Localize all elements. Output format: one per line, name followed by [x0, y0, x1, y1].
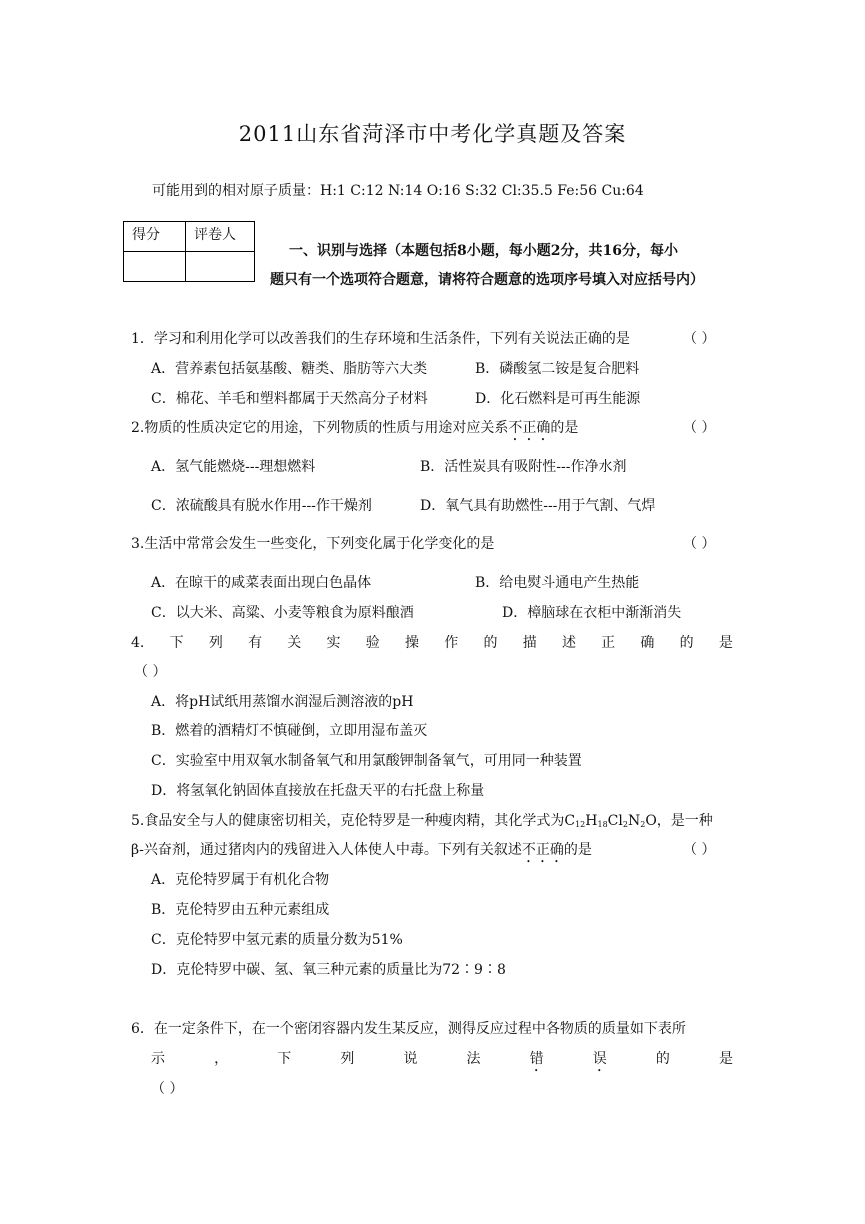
q3-answer-paren[interactable]: （ ）: [683, 536, 716, 552]
q4-option-a: A．将pH试纸用蒸馏水润湿后测溶液的pH: [151, 694, 414, 710]
q2-option-c: C．浓硫酸具有脱水作用---作干燥剂: [151, 498, 372, 514]
q6-stem-char: ，: [214, 1051, 229, 1067]
q4-stem-char: 有: [248, 635, 263, 651]
q4-option-d: D．将氢氧化钠固体直接放在托盘天平的右托盘上称量: [151, 783, 485, 799]
section1-heading-line1: 一、识别与选择（本题包括8小题，每小题2分，共16分，每小: [289, 243, 678, 259]
q5-stem-line2-post: 的是: [563, 842, 592, 858]
q4-stem-char: 实: [326, 635, 341, 651]
q4-stem-char: 的: [679, 635, 694, 651]
q6-stem-char: 示: [151, 1051, 165, 1067]
q6-stem-char: 下: [277, 1051, 292, 1067]
q4-answer-paren[interactable]: （ ）: [134, 664, 167, 680]
q6-stem-line1: 6．在一定条件下，在一个密闭容器内发生某反应，测得反应过程中各物质的质量如下表所: [131, 1021, 686, 1037]
q1-option-a: A．营养素包括氨基酸、糖类、脂肪等六大类: [151, 361, 428, 377]
grader-header: 评卷人: [186, 222, 255, 252]
q4-stem: [131, 633, 733, 653]
q4-option-c: C．实验室中用双氧水制备氧气和用氯酸钾制备氧气，可用同一种装置: [151, 753, 582, 769]
q4-option-b: B．燃着的酒精灯不慎碰倒，立即用湿布盖灭: [151, 723, 428, 739]
atomic-masses-note: 可能用到的相对原子质量：H:1 C:12 N:14 O:16 S:32 Cl:35.5 Fe:56 Cu:64: [152, 183, 644, 199]
q2-option-a: A．氢气能燃烧---理想燃料: [151, 459, 316, 475]
q5-option-c: C．克伦特罗中氢元素的质量分数为51%: [151, 932, 403, 948]
q2-option-d: D．氧气具有助燃性---用于气割、气焊: [420, 498, 656, 514]
q3-option-d: D．樟脑球在衣柜中渐渐消失: [502, 605, 682, 621]
q1-answer-paren[interactable]: （ ）: [683, 331, 716, 347]
q6-stem-char: 是: [718, 1051, 733, 1067]
formula-element: O: [645, 813, 657, 829]
q6-stem-char: 说: [403, 1051, 418, 1067]
q4-stem-char: 4.: [131, 635, 145, 651]
q4-stem-char: 作: [444, 635, 459, 651]
q5-stem-post: ，是一种: [656, 813, 713, 829]
q4-stem-char: 验: [365, 635, 380, 651]
q5-stem-line1: [131, 811, 713, 835]
q1-option-c: C．棉花、羊毛和塑料都属于天然高分子材料: [151, 391, 428, 407]
score-header: 得分: [124, 222, 186, 252]
q4-stem-char: 确: [640, 635, 655, 651]
q1-option-b: B．磷酸氢二铵是复合肥料: [475, 361, 640, 377]
q4-stem-char: 列: [208, 635, 223, 651]
q4-stem-char: 正: [601, 635, 616, 651]
q3-option-b: B．给电熨斗通电产生热能: [475, 575, 640, 591]
q5-stem-line2-pre: β-兴奋剂，通过猪肉内的残留进入人体使人中毒。下列有关叙述: [131, 842, 522, 858]
q3-stem: 3.生活中常常会发生一些变化，下列变化属于化学变化的是: [131, 536, 495, 552]
q4-stem-char: 下: [169, 635, 184, 651]
score-table: [123, 221, 255, 282]
q4-stem-char: 描: [522, 635, 537, 651]
q6-stem-char-emphasis: 误: [592, 1051, 607, 1067]
q4-stem-char: 的: [483, 635, 498, 651]
formula-subscript: 12: [575, 820, 586, 829]
formula-element: H: [585, 813, 598, 829]
formula-element: N: [627, 813, 641, 829]
formula-subscript: 2: [640, 820, 646, 829]
formula-element: Cl: [607, 813, 623, 829]
formula-subscript: 2: [622, 820, 628, 829]
q6-stem-line2: [151, 1049, 733, 1075]
q4-stem-char: 关: [287, 635, 302, 651]
q2-stem-pre: 2.物质的性质决定它的用途，下列物质的性质与用途对应关系: [131, 420, 509, 436]
q2-stem: [131, 418, 578, 444]
q6-stem-char: 法: [466, 1051, 481, 1067]
score-cell[interactable]: [124, 252, 186, 282]
page-title: 2011山东省菏泽市中考化学真题及答案: [238, 122, 627, 146]
q1-stem: 1．学习和利用化学可以改善我们的生存环境和生活条件，下列有关说法正确的是: [131, 331, 630, 347]
q5-stem-line2: [131, 840, 592, 866]
q6-stem-char: 列: [340, 1051, 355, 1067]
q6-answer-paren[interactable]: （ ）: [151, 1081, 184, 1097]
q6-stem-char: 的: [655, 1051, 670, 1067]
q2-option-b: B．活性炭具有吸附性---作净水剂: [420, 459, 627, 475]
q5-answer-paren[interactable]: （ ）: [683, 842, 716, 858]
q5-option-b: B．克伦特罗由五种元素组成: [151, 902, 330, 918]
q2-stem-post: 的是: [550, 420, 579, 436]
q5-stem-pre: 5.食品安全与人的健康密切相关，克伦特罗是一种瘦肉精，其化学式为C: [131, 813, 576, 829]
q2-answer-paren[interactable]: （ ）: [683, 420, 716, 436]
q6-stem-char-emphasis: 错: [529, 1051, 544, 1067]
q4-stem-char: 操: [405, 635, 419, 651]
section1-heading-line2: 题只有一个选项符合题意，请将符合题意的选项序号填入对应括号内）: [270, 272, 704, 288]
q3-option-a: A．在晾干的咸菜表面出现白色晶体: [151, 575, 372, 591]
q4-stem-char: 是: [718, 635, 733, 651]
grader-cell[interactable]: [186, 252, 255, 282]
q5-stem-emphasis: 不正确: [521, 842, 564, 858]
q5-option-a: A．克伦特罗属于有机化合物: [151, 872, 330, 888]
q3-option-c: C．以大米、高粱、小麦等粮食为原料酿酒: [151, 605, 414, 621]
q2-stem-emphasis: 不正确: [508, 420, 551, 436]
q4-stem-char: 述: [561, 635, 576, 651]
formula-subscript: 18: [597, 820, 608, 829]
q1-option-d: D．化石燃料是可再生能源: [475, 391, 641, 407]
q5-option-d: D．克伦特罗中碳、氢、氧三种元素的质量比为72∶9∶8: [151, 962, 506, 978]
